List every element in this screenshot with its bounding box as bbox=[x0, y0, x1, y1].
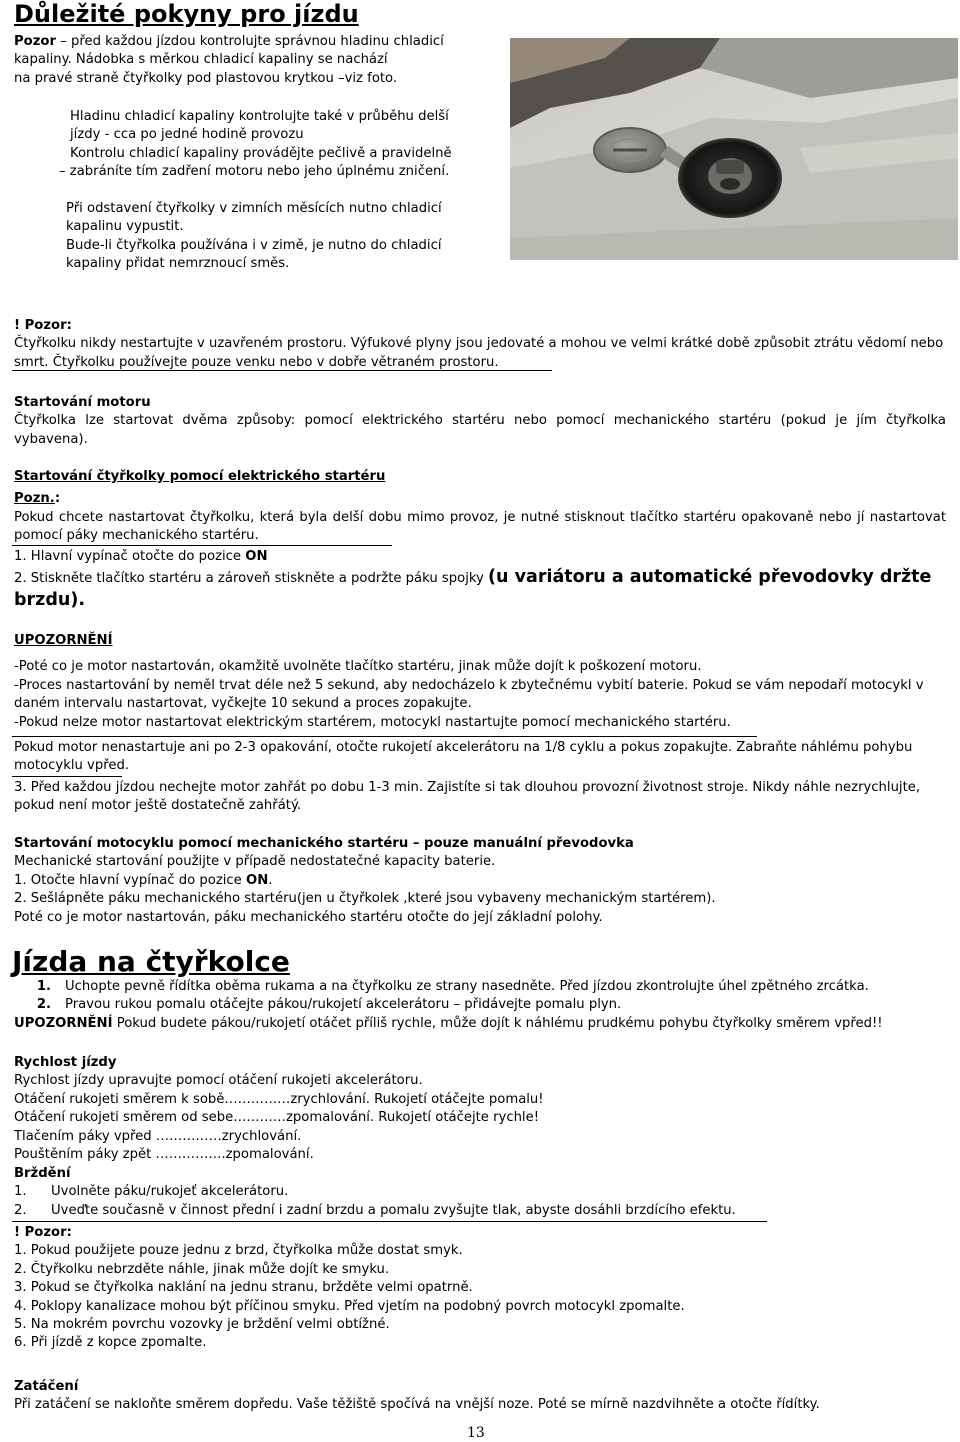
speed-section bbox=[14, 1054, 946, 1164]
braking-warning-5: 5. Na mokrém povrchu vozovky je brždění velmi obtížné. bbox=[14, 1317, 390, 1333]
notice-cont-2 bbox=[14, 779, 946, 816]
turning-text: Při zatáčení se nakloňte směrem dopředu. Vaše těžiště spočívá na vnější noze. Poté se mírně nazdvihněte a otočte řídítky. bbox=[14, 1397, 820, 1413]
winter-line-3: Bude-li čtyřkolka používána i v zimě, je nutno do chladicí bbox=[66, 237, 442, 253]
winter-paragraph bbox=[66, 200, 506, 274]
notice-line-1: -Poté co je motor nastartován, okamžitě uvolněte tlačítko startéru, jinak může dojít k poškození motoru. bbox=[14, 659, 702, 675]
starting-section bbox=[14, 394, 946, 449]
pozn-text: Pokud chcete nastartovat čtyřkolku, která byla delší dobu mimo provoz, je nutné stisknout tlačítko startéru opakovaně nebo jí nastartovat pomocí páky mechanického startéru. bbox=[14, 509, 946, 544]
braking-warning-6: 6. Při jízdě z kopce zpomalte. bbox=[14, 1335, 207, 1351]
coolant-check-paragraph bbox=[59, 108, 510, 182]
electric-step-1: 1. Hlavní vypínač otočte do pozice ON bbox=[14, 549, 268, 564]
coolant-line-2: jízdy - cca po jedné hodině provozu bbox=[70, 127, 304, 143]
notice-section bbox=[14, 632, 946, 732]
pozn-line: Pozn.: bbox=[14, 491, 61, 507]
mechanical-line-3: 2. Sešlápněte páku mechanického startéru(jen u čtyřkolek ,které jsou vybaveny mechanickým startérem). bbox=[14, 891, 716, 907]
section-rule bbox=[12, 370, 552, 371]
turning-section bbox=[14, 1378, 946, 1415]
winter-line-4: kapaliny přidat nemrznoucí směs. bbox=[66, 256, 290, 272]
starting-head: Startování motoru bbox=[14, 395, 151, 410]
intro-line-2: kapaliny. Nádobka s měrkou chladicí kapaliny se nachází bbox=[14, 52, 388, 68]
riding-notice: UPOZORNĚNÍ Pokud budete pákou/rukojetí otáčet příliš rychle, může dojít k náhlému prudkému pohybu čtyřkolky směrem vpřed!! bbox=[14, 1015, 883, 1031]
intro-section bbox=[14, 33, 494, 88]
mechanical-start-section bbox=[14, 835, 946, 927]
speed-line-3: Otáčení rukojeti směrem od sebe…………zpomalování. Rukojetí otáčejte rychle! bbox=[14, 1110, 539, 1126]
braking-warning-2: 2. Čtyřkolku nebrzděte náhle, jinak může dojít ke smyku. bbox=[14, 1261, 390, 1277]
notice-cont bbox=[14, 739, 946, 776]
turning-head: Zatáčení bbox=[14, 1379, 79, 1394]
coolant-line-4: – zabráníte tím zadření motoru nebo jeho úplnému zničení. bbox=[59, 164, 450, 180]
on-label: ON bbox=[245, 549, 268, 564]
page-number: 13 bbox=[467, 1425, 485, 1441]
speed-line-1: Rychlost jízdy upravujte pomocí otáčení rukojeti akcelerátoru. bbox=[14, 1073, 423, 1089]
coolant-reservoir-image bbox=[510, 38, 958, 260]
warning-co-text: Čtyřkolku nikdy nestartujte v uzavřeném prostoru. Výfukové plyny jsou jedovaté a mohou ve velmi krátké době způsobit ztrátu vědomí nebo smrt. Čtyřkolku používejte pouze venku nebo v dobře větraném prostoru. bbox=[14, 336, 944, 370]
warning-co-head: ! Pozor: bbox=[14, 318, 72, 333]
braking-step-1: 1. Uvolněte páku/rukojeť akcelerátoru. bbox=[14, 1184, 289, 1200]
winter-line-1: Při odstavení čtyřkolky v zimních měsících nutno chladicí bbox=[66, 201, 442, 216]
starting-text: Čtyřkolka lze startovat dvěma způsoby: pomocí elektrického startéru nebo pomocí mechanického startéru (pokud je jím čtyřkolka vybavena). bbox=[14, 413, 946, 447]
coolant-reservoir-photo bbox=[510, 38, 958, 260]
riding-section bbox=[14, 978, 946, 1033]
coolant-line-1: Hladinu chladicí kapaliny kontrolujte také v průběhu delší bbox=[70, 109, 449, 124]
electric-step-2: 2. Stiskněte tlačítko startéru a zároveň stiskněte a podržte páku spojky (u variátoru a automatické převodovky držte bbox=[14, 567, 932, 588]
speed-line-5: Pouštěním páky zpět …………….zpomalování. bbox=[14, 1147, 314, 1163]
notice-line-4: Pokud motor nenastartuje ani po 2-3 opakování, otočte rukojetí akcelerátoru na 1/8 cyklu a pokus zopakujte. Zabraňte náhlému pohybu motocyklu vpřed. bbox=[14, 740, 913, 774]
notice-line-2: -Proces nastartování by neměl trvat déle než 5 sekund, aby nedocházelo k zbytečnému vybití baterie. Pokud se vám nepodaří motocykl v daném intervalu nastartovat, vyčkejte 10 sekund a proces zopakujte. bbox=[14, 677, 924, 712]
coolant-line-3: Kontrolu chladicí kapaliny provádějte pečlivě a pravidelně bbox=[70, 145, 452, 161]
speed-line-4: Tlačením páky vpřed ……………zrychlování. bbox=[14, 1128, 302, 1144]
mechanical-line-2: 1. Otočte hlavní vypínač do pozice ON. bbox=[14, 872, 273, 888]
braking-warning-1: 1. Pokud použijete pouze jednu z brzd, čtyřkolka může dostat smyk. bbox=[14, 1243, 463, 1259]
electric-steps bbox=[14, 548, 946, 611]
electric-start-head: Startování čtyřkolky pomocí elektrického startéru bbox=[14, 469, 386, 484]
intro-line-3: na pravé straně čtyřkolky pod plastovou krytkou –viz foto. bbox=[14, 70, 398, 86]
speed-head: Rychlost jízdy bbox=[14, 1055, 117, 1070]
electric-step-2-cont: brzdu). bbox=[14, 589, 85, 610]
riding-heading: Jízda na čtyřkolce bbox=[12, 945, 290, 978]
mechanical-line-4: Poté co je motor nastartován, páku mechanického startéru otočte do její základní polohy. bbox=[14, 909, 603, 925]
notice-head: UPOZORNĚNÍ bbox=[14, 633, 113, 648]
braking-warning-section bbox=[14, 1224, 946, 1353]
section-rule bbox=[12, 545, 392, 546]
notice-line-5: 3. Před každou jízdou nechejte motor zahřát po dobu 1-3 min. Zajistíte si tak dlouhou provozní životnost stroje. Nikdy náhle nezrychlujte, pokud není motor ještě dostatečně zahřátý. bbox=[14, 780, 921, 814]
pozn-label: Pozn. bbox=[14, 491, 55, 507]
mechanical-start-head: Startování motocyklu pomocí mechanického startéru – pouze manuální převodovka bbox=[14, 836, 634, 851]
braking-warning-3: 3. Pokud se čtyřkolka naklání na jednu stranu, bržděte velmi opatrně. bbox=[14, 1280, 473, 1296]
section-rule bbox=[12, 736, 757, 737]
speed-line-2: Otáčení rukojeti směrem k sobě……………zrychlování. Rukojetí otáčejte pomalu! bbox=[14, 1091, 544, 1107]
riding-step-1: 1. Uchopte pevně řídítka oběma rukama a na čtyřkolku ze strany nasedněte. Před jízdou zkontrolujte úhel zpětného zrcátka. bbox=[36, 979, 869, 994]
warning-co-section bbox=[14, 317, 948, 372]
intro-line-1: Pozor – před každou jízdou kontrolujte správnou hladinu chladicí bbox=[14, 34, 444, 49]
braking-head: Brždění bbox=[14, 1166, 71, 1181]
page-title: Důležité pokyny pro jízdu bbox=[14, 0, 359, 28]
braking-section bbox=[14, 1165, 946, 1220]
riding-notice-label: UPOZORNĚNÍ bbox=[14, 1015, 113, 1031]
braking-warning-head: ! Pozor: bbox=[14, 1225, 72, 1240]
pozor-label: Pozor bbox=[14, 34, 56, 49]
braking-warning-4: 4. Poklopy kanalizace mohou být příčinou smyku. Před vjetím na podobný povrch motocykl zpomalte. bbox=[14, 1298, 685, 1314]
section-rule bbox=[12, 1221, 767, 1222]
mechanical-line-1: Mechanické startování použijte v případě nedostatečné kapacity baterie. bbox=[14, 854, 496, 870]
electric-start-section bbox=[14, 468, 946, 546]
riding-step-2: 2. Pravou rukou pomalu otáčejte pákou/rukojetí akcelerátoru – přidávejte pomalu plyn. bbox=[36, 997, 622, 1013]
on-label: ON bbox=[245, 872, 269, 888]
winter-line-2: kapalinu vypustit. bbox=[66, 219, 184, 235]
braking-step-2: 2. Uveďte současně v činnost přední i zadní brzdu a pomalu zvyšujte tlak, abyste dosáhli brzdícího efektu. bbox=[14, 1202, 736, 1218]
section-rule bbox=[12, 776, 122, 777]
notice-line-3: -Pokud nelze motor nastartovat elektrickým startérem, motocykl nastartujte pomocí mechanického startéru. bbox=[14, 714, 731, 730]
